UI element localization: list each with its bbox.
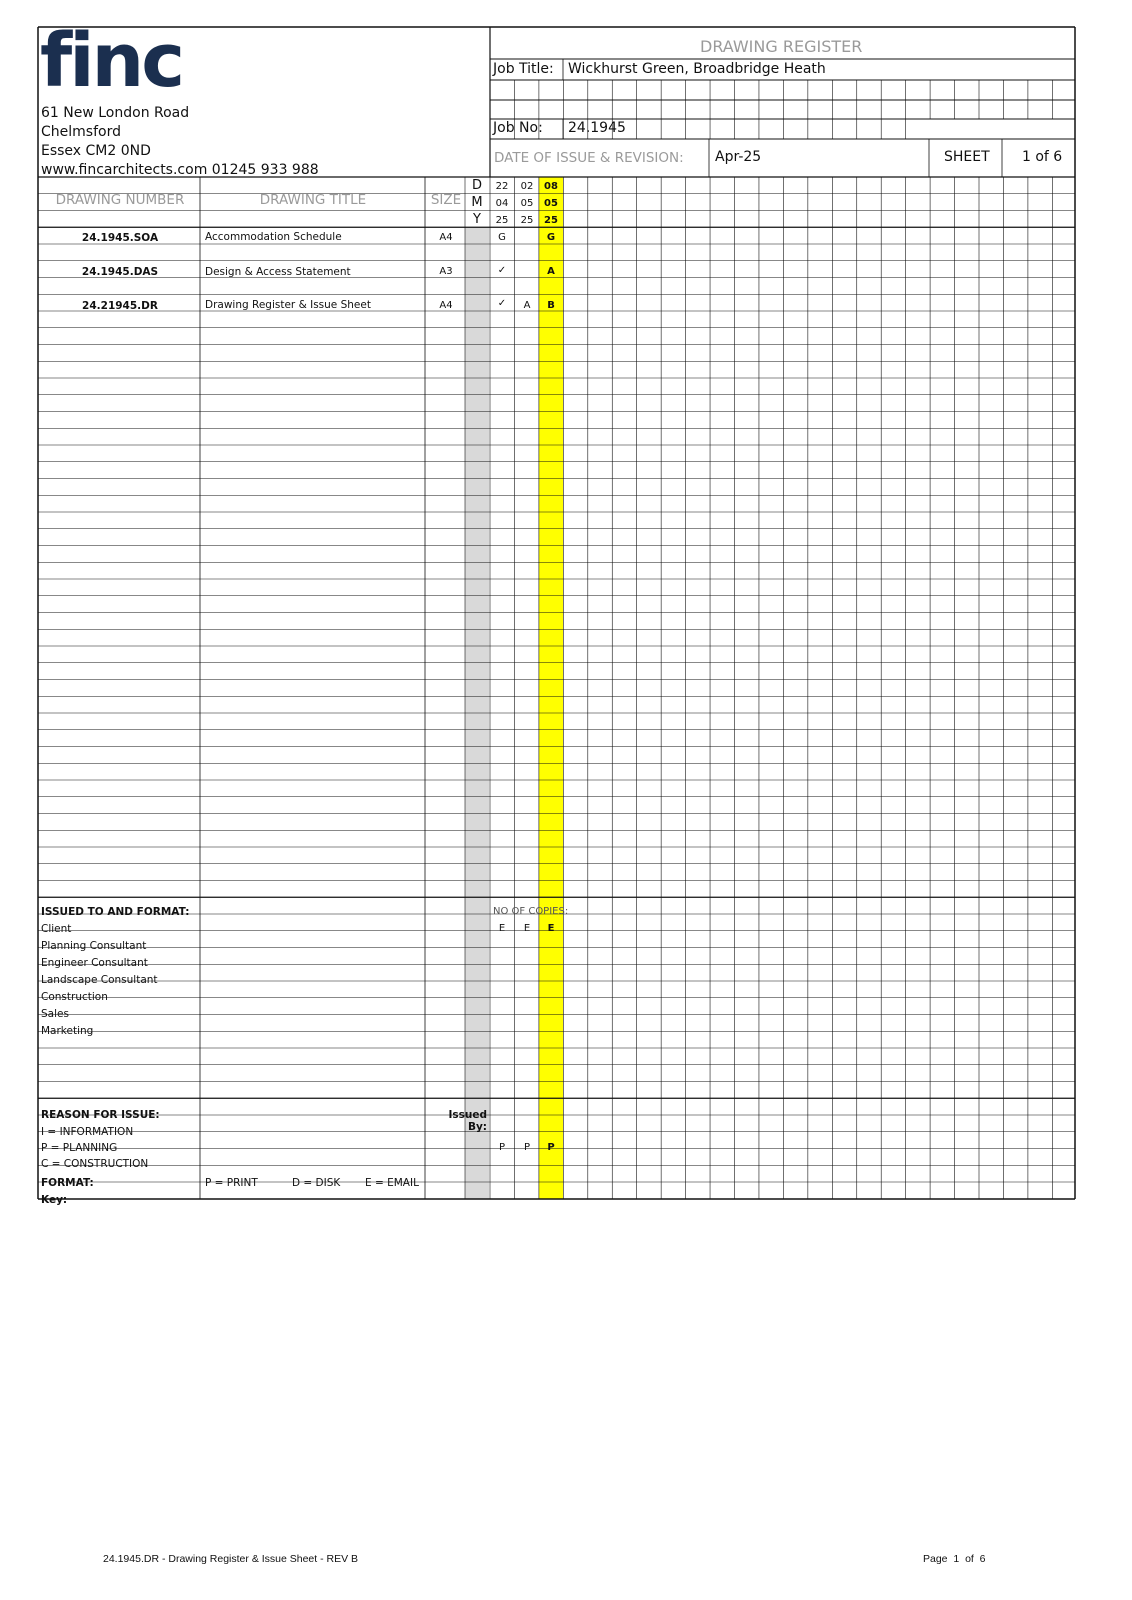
col-day: D bbox=[471, 178, 482, 193]
recipient-landscape: Landscape Consultant bbox=[41, 974, 158, 986]
recipient-planning: Planning Consultant bbox=[41, 940, 147, 952]
copies-label: NO OF COPIES: bbox=[493, 906, 569, 917]
drawing-size: A4 bbox=[439, 232, 453, 243]
drawing-number: 24.21945.DR bbox=[82, 300, 158, 312]
drawing-rev: ✓ bbox=[497, 265, 507, 276]
of-label: of bbox=[965, 1553, 974, 1565]
footer-doc-ref: 24.1945.DR - Drawing Register & Issue Sheet - REV B bbox=[103, 1553, 359, 1565]
recipient-client: Client bbox=[41, 923, 72, 935]
drawing-size: A3 bbox=[439, 266, 453, 277]
drawing-rev: G bbox=[546, 232, 556, 243]
drawing-title: Drawing Register & Issue Sheet bbox=[205, 299, 371, 311]
col-year: Y bbox=[473, 212, 481, 227]
recipient-construction: Construction bbox=[41, 991, 108, 1003]
format-label: FORMAT: bbox=[41, 1177, 94, 1189]
page-total: 6 bbox=[979, 1553, 986, 1565]
company-logo: finc bbox=[40, 18, 183, 104]
register-title: DRAWING REGISTER bbox=[700, 37, 863, 56]
drawing-size: A4 bbox=[439, 300, 453, 311]
reason-value: P bbox=[498, 1142, 506, 1153]
issued-by-label: Issued By: bbox=[448, 1109, 487, 1133]
issued-to-heading: ISSUED TO AND FORMAT: bbox=[41, 906, 190, 918]
company-address bbox=[41, 104, 319, 180]
address-line: Chelmsford bbox=[41, 124, 121, 140]
page-label: Page bbox=[923, 1553, 948, 1565]
issue-2-year: 25 bbox=[520, 215, 534, 226]
highlight-column bbox=[539, 177, 563, 1199]
address-line: 61 New London Road bbox=[41, 105, 190, 121]
client-format: E bbox=[547, 923, 555, 934]
drawing-title: Design & Access Statement bbox=[205, 266, 351, 278]
format-print: P = PRINT bbox=[205, 1177, 258, 1189]
drawing-number: 24.1945.DAS bbox=[81, 266, 159, 278]
drawing-rev: A bbox=[523, 300, 531, 311]
issue-2-day: 02 bbox=[520, 181, 534, 192]
sheet-label: SHEET bbox=[944, 149, 990, 165]
drawing-rev: B bbox=[547, 300, 555, 311]
col-size: SIZE bbox=[430, 192, 462, 208]
date-of-issue-label: DATE OF ISSUE & REVISION: bbox=[494, 150, 684, 166]
job-title-label: Job Title: bbox=[493, 61, 554, 77]
recipient-marketing: Marketing bbox=[41, 1025, 94, 1037]
reason-heading: REASON FOR ISSUE: bbox=[41, 1109, 160, 1121]
job-no-label: Job No: bbox=[493, 120, 543, 136]
page-number: 1 bbox=[953, 1553, 960, 1565]
issue-1-month: 04 bbox=[495, 198, 509, 209]
company-web-phone: www.fincarchitects.com 01245 933 988 bbox=[41, 162, 319, 178]
sheet-value: 1 of 6 bbox=[1022, 149, 1063, 165]
reason-option: I = INFORMATION bbox=[41, 1126, 134, 1138]
footer-page bbox=[923, 1553, 986, 1565]
issue-3-day: 08 bbox=[544, 181, 558, 192]
col-drawing-number: DRAWING NUMBER bbox=[55, 192, 185, 208]
issue-3-year: 25 bbox=[544, 215, 558, 226]
client-format: E bbox=[523, 923, 531, 934]
client-format: E bbox=[498, 923, 506, 934]
recipient-sales: Sales bbox=[41, 1008, 69, 1020]
drawing-title: Accommodation Schedule bbox=[205, 231, 342, 243]
reason-value: P bbox=[547, 1142, 555, 1153]
issue-3-month: 05 bbox=[544, 198, 558, 209]
drawing-number: 24.1945.SOA bbox=[81, 232, 159, 244]
address-line: Essex CM2 0ND bbox=[41, 143, 151, 159]
issue-1-day: 22 bbox=[495, 181, 509, 192]
format-disk: D = DISK bbox=[292, 1177, 341, 1189]
reason-value: P bbox=[523, 1142, 531, 1153]
job-no-value: 24.1945 bbox=[568, 120, 626, 136]
key-label: Key: bbox=[41, 1194, 68, 1206]
reason-option: P = PLANNING bbox=[41, 1142, 118, 1154]
date-of-issue-value: Apr-25 bbox=[715, 149, 762, 165]
drawing-rev: ✓ bbox=[497, 298, 507, 309]
drawing-rev: G bbox=[498, 232, 506, 243]
recipient-engineer: Engineer Consultant bbox=[41, 957, 148, 969]
col-drawing-title: DRAWING TITLE bbox=[259, 192, 367, 208]
job-title-value: Wickhurst Green, Broadbridge Heath bbox=[568, 61, 826, 77]
issue-2-month: 05 bbox=[520, 198, 534, 209]
drawing-rev: A bbox=[547, 266, 555, 277]
format-email: E = EMAIL bbox=[365, 1177, 419, 1189]
issue-1-year: 25 bbox=[495, 215, 509, 226]
reason-option: C = CONSTRUCTION bbox=[41, 1158, 149, 1170]
col-month: M bbox=[471, 195, 483, 210]
